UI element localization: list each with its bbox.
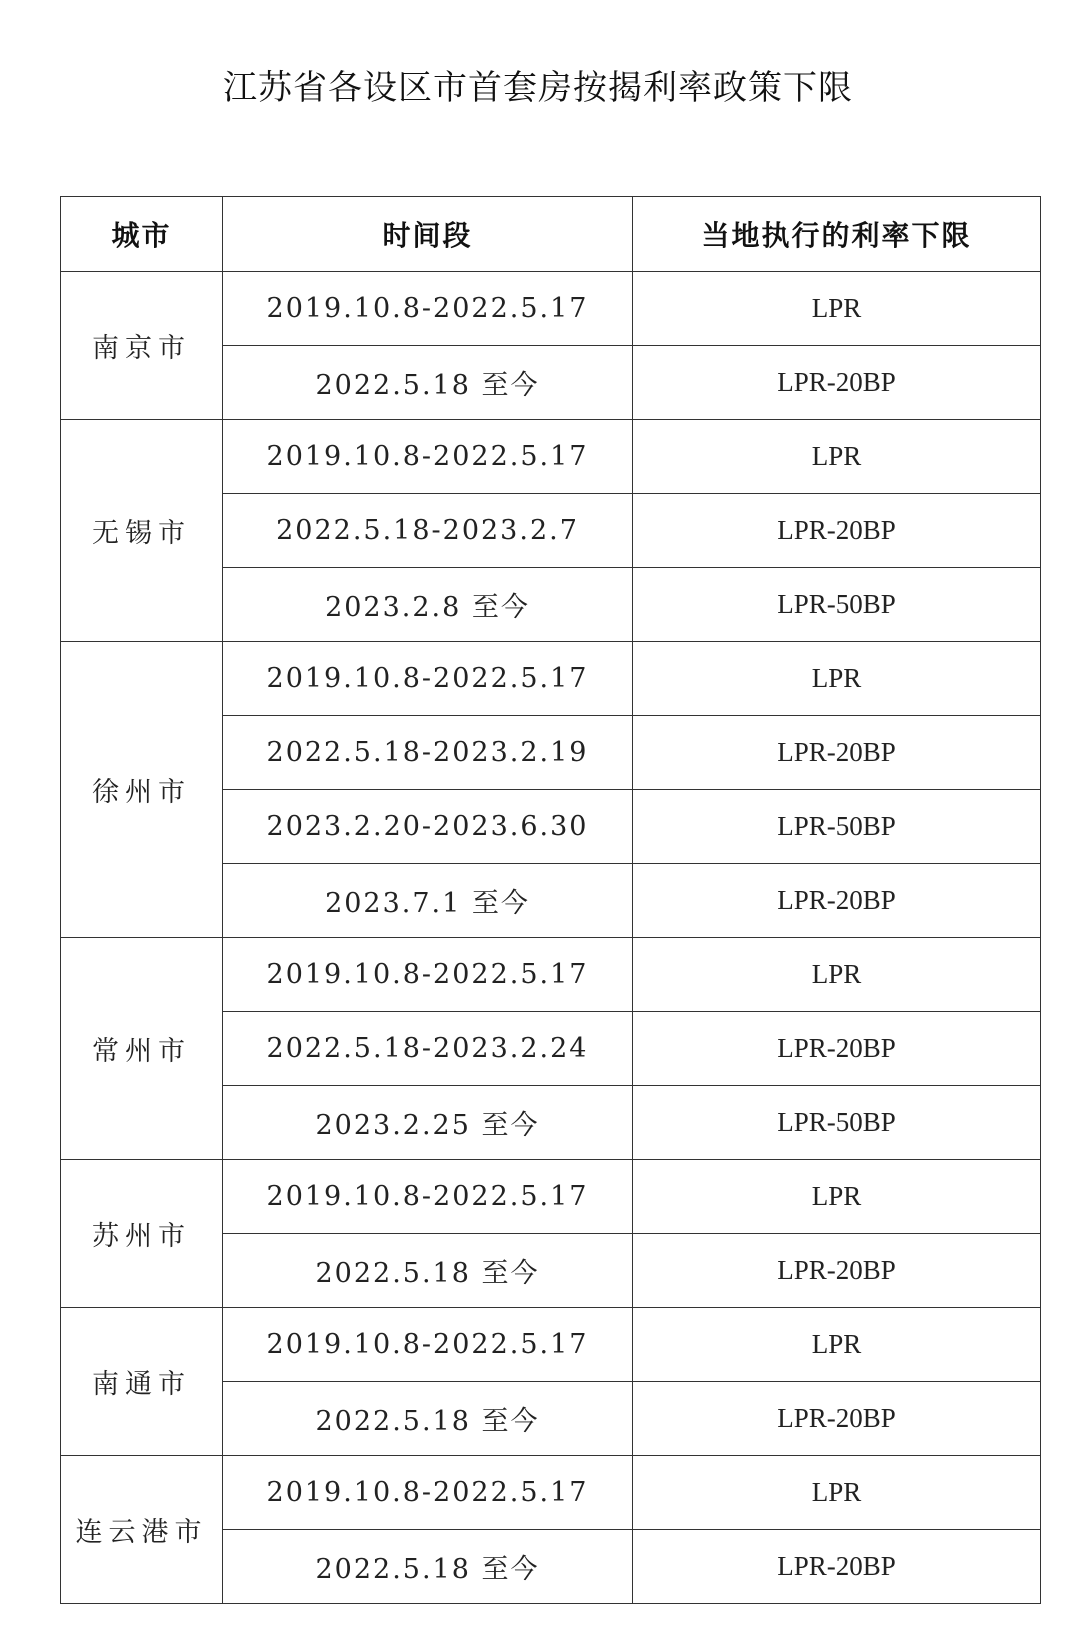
table-row (61, 1456, 1041, 1530)
period-cell: 2019.10.8-2022.5.17 (223, 1308, 633, 1382)
rate-cell: LPR-20BP (633, 494, 1041, 568)
rate-cell: LPR-20BP (633, 1382, 1041, 1456)
rate-cell: LPR (633, 272, 1041, 346)
period-cell: 2019.10.8-2022.5.17 (223, 1456, 633, 1530)
period-cell: 2019.10.8-2022.5.17 (223, 642, 633, 716)
table-row (61, 1308, 1041, 1382)
table-row (61, 420, 1041, 494)
period-cell: 2019.10.8-2022.5.17 (223, 938, 633, 1012)
rate-cell: LPR (633, 420, 1041, 494)
rate-cell: LPR (633, 1456, 1041, 1530)
city-cell: 南京市 (61, 272, 223, 420)
period-cell: 2023.2.25 至今 (223, 1086, 633, 1160)
rate-cell: LPR-20BP (633, 346, 1041, 420)
period-cell: 2022.5.18-2023.2.19 (223, 716, 633, 790)
city-cell: 南通市 (61, 1308, 223, 1456)
city-cell: 徐州市 (61, 642, 223, 938)
rate-cell: LPR-20BP (633, 1530, 1041, 1604)
rate-cell: LPR-50BP (633, 568, 1041, 642)
column-header-period: 时间段 (223, 197, 633, 272)
city-cell: 无锡市 (61, 420, 223, 642)
rate-cell: LPR (633, 642, 1041, 716)
table-row (61, 642, 1041, 716)
rate-cell: LPR-50BP (633, 1086, 1041, 1160)
period-cell: 2019.10.8-2022.5.17 (223, 1160, 633, 1234)
period-cell: 2019.10.8-2022.5.17 (223, 272, 633, 346)
table-row (61, 1160, 1041, 1234)
table-header-row (61, 197, 1041, 272)
period-cell: 2022.5.18-2023.2.7 (223, 494, 633, 568)
column-header-rate: 当地执行的利率下限 (633, 197, 1041, 272)
period-cell: 2022.5.18 至今 (223, 1234, 633, 1308)
page-title: 江苏省各设区市首套房按揭利率政策下限 (223, 68, 853, 108)
period-cell: 2023.2.20-2023.6.30 (223, 790, 633, 864)
period-cell: 2022.5.18 至今 (223, 1530, 633, 1604)
table-row (61, 272, 1041, 346)
city-cell: 连云港市 (61, 1456, 223, 1604)
rate-cell: LPR (633, 1308, 1041, 1382)
rate-cell: LPR-20BP (633, 1234, 1041, 1308)
period-cell: 2022.5.18 至今 (223, 346, 633, 420)
rate-cell: LPR-50BP (633, 790, 1041, 864)
table-row (61, 938, 1041, 1012)
rate-cell: LPR-20BP (633, 1012, 1041, 1086)
rate-policy-table (60, 196, 1041, 1604)
city-cell: 常州市 (61, 938, 223, 1160)
period-cell: 2022.5.18-2023.2.24 (223, 1012, 633, 1086)
period-cell: 2019.10.8-2022.5.17 (223, 420, 633, 494)
period-cell: 2022.5.18 至今 (223, 1382, 633, 1456)
city-cell: 苏州市 (61, 1160, 223, 1308)
rate-cell: LPR (633, 1160, 1041, 1234)
column-header-city: 城市 (61, 197, 223, 272)
rate-cell: LPR (633, 938, 1041, 1012)
rate-cell: LPR-20BP (633, 716, 1041, 790)
rate-cell: LPR-20BP (633, 864, 1041, 938)
period-cell: 2023.2.8 至今 (223, 568, 633, 642)
period-cell: 2023.7.1 至今 (223, 864, 633, 938)
